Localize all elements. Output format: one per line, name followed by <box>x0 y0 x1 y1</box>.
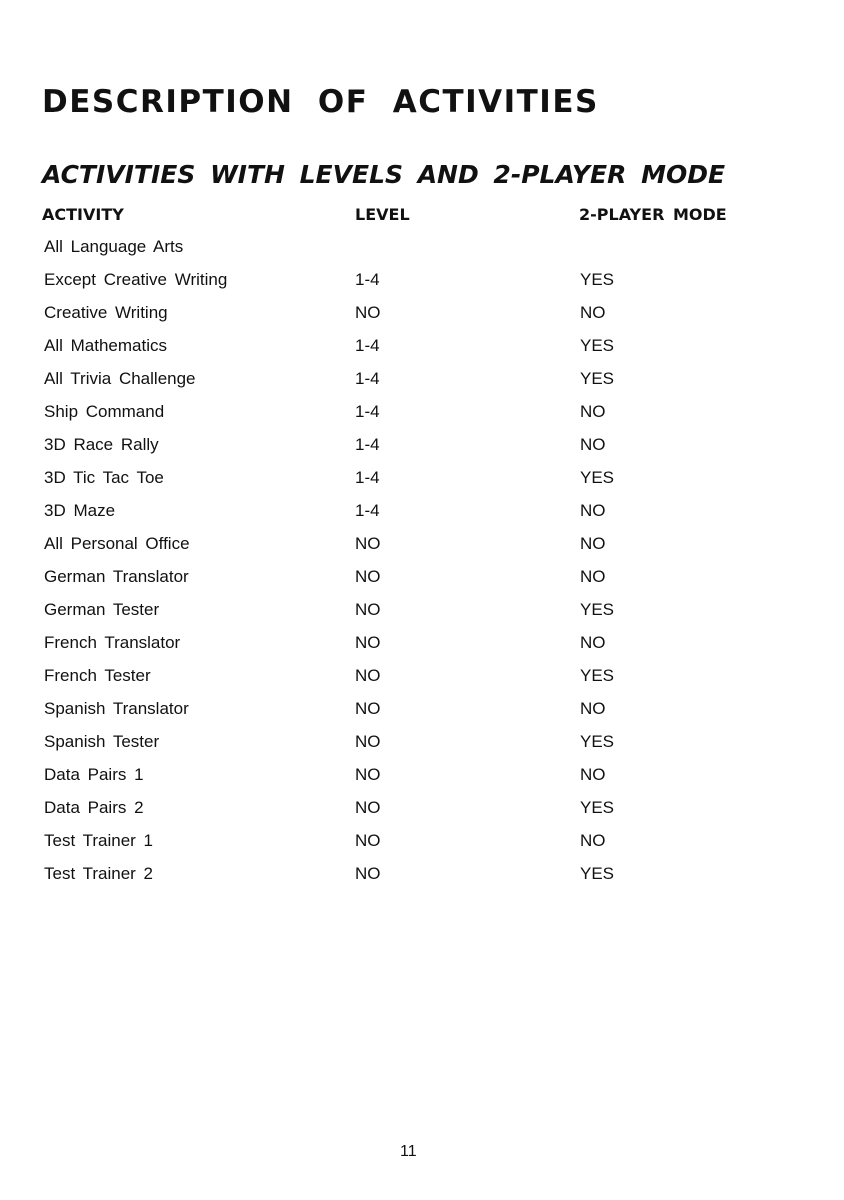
mode-cell: NO <box>580 765 606 784</box>
activity-cell: 3D Race Rally <box>44 435 159 454</box>
activity-cell: German Tester <box>44 600 160 619</box>
level-cell: 1-4 <box>355 468 380 487</box>
activity-cell: French Translator <box>44 633 181 652</box>
table-row <box>42 369 802 402</box>
table-row <box>42 270 802 303</box>
mode-cell: NO <box>580 435 606 454</box>
activity-cell: Test Trainer 2 <box>44 864 153 883</box>
mode-cell: NO <box>580 402 606 421</box>
level-cell: NO <box>355 600 381 619</box>
activity-cell: Spanish Translator <box>44 699 189 718</box>
activity-cell: All Trivia Challenge <box>44 369 196 388</box>
table-row <box>42 567 802 600</box>
mode-cell: NO <box>580 534 606 553</box>
table-row <box>42 303 802 336</box>
mode-cell: NO <box>580 501 606 520</box>
level-cell: NO <box>355 699 381 718</box>
table-row <box>42 765 802 798</box>
activity-cell: Data Pairs 1 <box>44 765 144 784</box>
table-row <box>42 468 802 501</box>
table-row <box>42 402 802 435</box>
mode-cell: YES <box>580 666 615 685</box>
mode-cell: NO <box>580 831 606 850</box>
activity-cell: Test Trainer 1 <box>44 831 153 850</box>
table-row <box>42 600 802 633</box>
mode-cell: NO <box>580 303 606 322</box>
level-cell: NO <box>355 534 381 553</box>
level-cell: 1-4 <box>355 402 380 421</box>
activity-cell: Data Pairs 2 <box>44 798 144 817</box>
activities-table <box>42 237 802 897</box>
level-cell: 1-4 <box>355 336 380 355</box>
level-cell: NO <box>355 798 381 817</box>
mode-cell: NO <box>580 567 606 586</box>
table-row <box>42 534 802 567</box>
page-title: DESCRIPTION OF ACTIVITIES <box>42 84 599 120</box>
table-row <box>42 831 802 864</box>
level-cell: NO <box>355 633 381 652</box>
mode-cell: NO <box>580 633 606 652</box>
activity-cell: All Mathematics <box>44 336 167 355</box>
level-cell: NO <box>355 732 381 751</box>
activity-cell: Creative Writing <box>44 303 168 322</box>
table-row <box>42 666 802 699</box>
table-row <box>42 501 802 534</box>
activity-cell: French Tester <box>44 666 151 685</box>
header-level: LEVEL <box>355 205 410 224</box>
mode-cell: YES <box>580 600 615 619</box>
page-number: 11 <box>400 1143 417 1160</box>
level-cell: NO <box>355 567 381 586</box>
mode-cell: YES <box>580 864 615 883</box>
mode-cell: YES <box>580 468 615 487</box>
table-row <box>42 699 802 732</box>
table-header <box>42 205 802 227</box>
level-cell: 1-4 <box>355 270 380 289</box>
table-row <box>42 633 802 666</box>
mode-cell: YES <box>580 732 615 751</box>
table-row <box>42 336 802 369</box>
section-title: ACTIVITIES WITH LEVELS AND 2-PLAYER MODE <box>42 160 726 189</box>
header-activity: ACTIVITY <box>42 205 124 224</box>
table-row <box>42 798 802 831</box>
level-cell: NO <box>355 864 381 883</box>
table-row <box>42 435 802 468</box>
level-cell: 1-4 <box>355 501 380 520</box>
level-cell: NO <box>355 831 381 850</box>
mode-cell: YES <box>580 336 615 355</box>
mode-cell: YES <box>580 270 615 289</box>
activity-cell: Except Creative Writing <box>44 270 228 289</box>
level-cell: NO <box>355 666 381 685</box>
level-cell: NO <box>355 765 381 784</box>
mode-cell: YES <box>580 798 615 817</box>
level-cell: NO <box>355 303 381 322</box>
activity-cell: Ship Command <box>44 402 165 421</box>
activity-cell: Spanish Tester <box>44 732 160 751</box>
activity-cell: 3D Tic Tac Toe <box>44 468 164 487</box>
level-cell: 1-4 <box>355 435 380 454</box>
table-row <box>42 864 802 897</box>
activity-cell: 3D Maze <box>44 501 116 520</box>
mode-cell: NO <box>580 699 606 718</box>
table-row <box>42 237 802 270</box>
activity-cell: All Personal Office <box>44 534 190 553</box>
activity-cell: All Language Arts <box>44 237 184 256</box>
activity-cell: German Translator <box>44 567 189 586</box>
mode-cell: YES <box>580 369 615 388</box>
header-2-player-mode: 2-PLAYER MODE <box>579 205 727 224</box>
level-cell: 1-4 <box>355 369 380 388</box>
table-row <box>42 732 802 765</box>
